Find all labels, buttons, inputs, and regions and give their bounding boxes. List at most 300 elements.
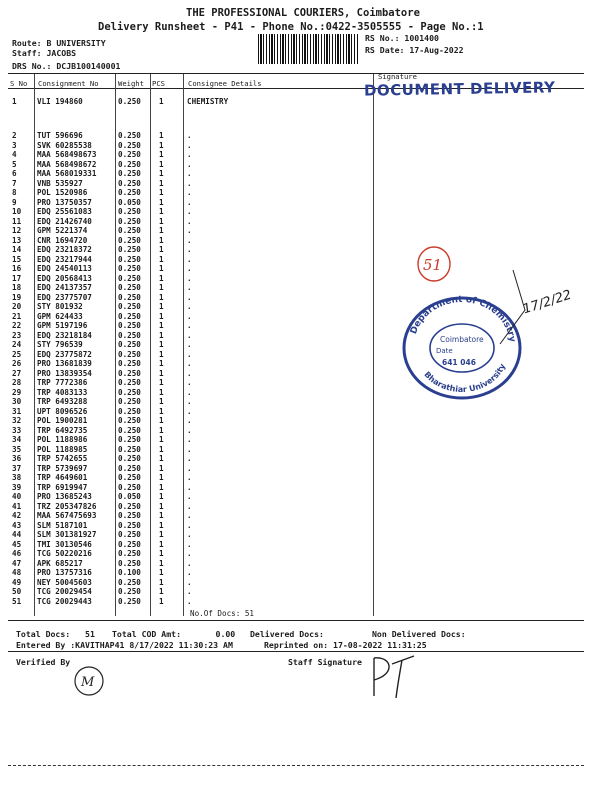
row-consignee: . bbox=[187, 197, 192, 207]
row-consignee: . bbox=[187, 321, 192, 330]
table-row bbox=[0, 464, 600, 473]
row-weight: 0.250 bbox=[118, 292, 141, 302]
row-consignee: . bbox=[187, 131, 192, 140]
no-of-docs: No.Of Docs: 51 bbox=[190, 609, 255, 618]
row-consignment: VLI 194860 bbox=[37, 97, 83, 106]
rs-number: RS No.: 1001400 bbox=[365, 33, 439, 43]
row-weight: 0.250 bbox=[118, 178, 141, 188]
row-pcs: 1 bbox=[159, 359, 164, 368]
row-sno: 41 bbox=[12, 501, 22, 511]
row-consignment: MAA 567475693 bbox=[37, 511, 97, 520]
table-row bbox=[0, 198, 600, 207]
row-weight: 0.250 bbox=[118, 283, 141, 292]
row-pcs: 1 bbox=[159, 340, 164, 349]
seal-city: Coimbatore bbox=[440, 335, 484, 344]
count-handwriting bbox=[410, 238, 460, 288]
row-weight: 0.250 bbox=[118, 463, 141, 473]
row-pcs: 1 bbox=[159, 435, 164, 444]
row-consignee: . bbox=[187, 207, 192, 216]
row-consignee: . bbox=[187, 216, 192, 226]
row-consignment: GPM 5221374 bbox=[37, 226, 88, 235]
row-sno: 9 bbox=[12, 197, 17, 207]
row-sno: 12 bbox=[12, 226, 22, 235]
row-weight: 0.250 bbox=[118, 340, 141, 349]
row-consignment: TRZ 205347826 bbox=[37, 501, 97, 511]
row-weight: 0.250 bbox=[118, 596, 141, 606]
row-consignee: . bbox=[187, 311, 192, 321]
row-consignee: . bbox=[187, 416, 192, 425]
row-sno: 26 bbox=[12, 359, 22, 368]
row-consignee: . bbox=[187, 359, 192, 368]
date-mark: 17/2/22 bbox=[521, 287, 574, 318]
row-consignment: TRP 5739697 bbox=[37, 463, 88, 473]
seal-date-label: Date bbox=[436, 347, 453, 355]
table-row bbox=[0, 492, 600, 501]
verified-mark: M bbox=[81, 675, 95, 690]
row-consignment: TRP 4649601 bbox=[37, 473, 88, 482]
table-row bbox=[0, 483, 600, 492]
route-label: Route: B UNIVERSITY bbox=[12, 38, 106, 48]
row-weight: 0.250 bbox=[118, 387, 141, 397]
row-weight: 0.250 bbox=[118, 169, 141, 178]
row-sno: 33 bbox=[12, 425, 22, 435]
table-row bbox=[0, 502, 600, 511]
row-consignment: UPT 8096526 bbox=[37, 406, 88, 416]
row-consignment: MAA 568019331 bbox=[37, 169, 97, 178]
row-consignment: POL 1188985 bbox=[37, 444, 88, 454]
row-pcs: 1 bbox=[159, 349, 164, 359]
row-weight: 0.250 bbox=[118, 302, 141, 311]
staff-label: Staff: JACOBS bbox=[12, 48, 77, 58]
row-consignee: . bbox=[187, 425, 192, 435]
row-consignee: . bbox=[187, 492, 192, 501]
row-pcs: 1 bbox=[159, 416, 164, 425]
count-mark: 51 bbox=[423, 256, 443, 274]
row-weight: 0.250 bbox=[118, 397, 141, 406]
row-consignment: EDQ 23218184 bbox=[37, 330, 92, 340]
row-consignee: . bbox=[187, 178, 192, 188]
row-sno: 23 bbox=[12, 330, 22, 340]
col-weight: Weight bbox=[118, 79, 144, 88]
row-sno: 42 bbox=[12, 511, 22, 520]
row-sno: 22 bbox=[12, 321, 22, 330]
row-consignee: . bbox=[187, 378, 192, 387]
row-pcs: 1 bbox=[159, 254, 164, 264]
row-consignment: PRO 13750357 bbox=[37, 197, 92, 207]
row-consignee: . bbox=[187, 140, 192, 150]
row-consignee: . bbox=[187, 387, 192, 397]
row-consignee: . bbox=[187, 292, 192, 302]
row-consignment: GPM 5197196 bbox=[37, 321, 88, 330]
row-pcs: 1 bbox=[159, 159, 164, 169]
row-sno: 36 bbox=[12, 454, 22, 463]
row-pcs: 1 bbox=[159, 463, 164, 473]
table-row bbox=[0, 568, 600, 577]
row-consignee: . bbox=[187, 473, 192, 482]
table-row bbox=[0, 141, 600, 150]
row-weight: 0.250 bbox=[118, 330, 141, 340]
seal-bottom-text: Bharathiar University bbox=[422, 362, 508, 395]
drs-number: DRS No.: DCJB100140001 bbox=[12, 61, 121, 71]
table-row bbox=[0, 587, 600, 596]
row-consignment: TUT 596696 bbox=[37, 131, 83, 140]
row-consignment: SLM 5187101 bbox=[37, 520, 88, 530]
row-sno: 21 bbox=[12, 311, 22, 321]
row-consignee: . bbox=[187, 397, 192, 406]
row-consignee: . bbox=[187, 340, 192, 349]
row-weight: 0.250 bbox=[118, 530, 141, 539]
row-sno: 32 bbox=[12, 416, 22, 425]
row-consignment: POL 1900281 bbox=[37, 416, 88, 425]
verified-initial bbox=[72, 664, 108, 698]
row-consignee: . bbox=[187, 264, 192, 273]
row-consignee: . bbox=[187, 330, 192, 340]
row-sno: 10 bbox=[12, 207, 22, 216]
runsheet-subtitle: Delivery Runsheet - P41 - Phone No.:0422-3505555 - Page No.:1 bbox=[98, 21, 484, 33]
row-consignment: TRP 6493288 bbox=[37, 397, 88, 406]
row-sno: 27 bbox=[12, 368, 22, 378]
row-sno: 30 bbox=[12, 397, 22, 406]
table-row bbox=[0, 540, 600, 549]
table-row bbox=[0, 549, 600, 558]
row-weight: 0.250 bbox=[118, 188, 141, 197]
row-consignee: . bbox=[187, 454, 192, 463]
row-consignee: . bbox=[187, 159, 192, 169]
row-pcs: 1 bbox=[159, 178, 164, 188]
row-consignment: NEY 50045603 bbox=[37, 577, 92, 587]
row-weight: 0.250 bbox=[118, 549, 141, 558]
row-weight: 0.250 bbox=[118, 226, 141, 235]
row-pcs: 1 bbox=[159, 425, 164, 435]
row-consignment: EDQ 25561083 bbox=[37, 207, 92, 216]
row-sno: 5 bbox=[12, 159, 17, 169]
col-signature: Signature bbox=[378, 72, 417, 81]
row-weight: 0.250 bbox=[118, 321, 141, 330]
table-row bbox=[0, 131, 600, 140]
table-row bbox=[0, 226, 600, 235]
row-sno: 19 bbox=[12, 292, 22, 302]
row-weight: 0.250 bbox=[118, 558, 141, 568]
row-weight: 0.250 bbox=[118, 245, 141, 254]
row-sno: 46 bbox=[12, 549, 22, 558]
table-row bbox=[0, 236, 600, 245]
row-consignee: . bbox=[187, 150, 192, 159]
table-row bbox=[0, 188, 600, 197]
row-consignee: . bbox=[187, 169, 192, 178]
row-sno: 16 bbox=[12, 264, 22, 273]
row-sno: 11 bbox=[12, 216, 22, 226]
table-row bbox=[0, 597, 600, 606]
row-sno: 7 bbox=[12, 178, 17, 188]
row-pcs: 1 bbox=[159, 330, 164, 340]
row-pcs: 1 bbox=[159, 539, 164, 549]
row-sno: 44 bbox=[12, 530, 22, 539]
row-consignee: . bbox=[187, 482, 192, 492]
row-sno: 31 bbox=[12, 406, 22, 416]
row-pcs: 1 bbox=[159, 97, 164, 106]
row-weight: 0.250 bbox=[118, 216, 141, 226]
table-row bbox=[0, 578, 600, 587]
row-sno: 4 bbox=[12, 150, 17, 159]
row-weight: 0.250 bbox=[118, 368, 141, 378]
row-consignment: EDQ 23775707 bbox=[37, 292, 92, 302]
table-row bbox=[0, 407, 600, 416]
row-pcs: 1 bbox=[159, 292, 164, 302]
row-consignment: PRO 13757316 bbox=[37, 568, 92, 577]
row-sno: 45 bbox=[12, 539, 22, 549]
row-pcs: 1 bbox=[159, 169, 164, 178]
row-consignee: . bbox=[187, 549, 192, 558]
row-consignee: . bbox=[187, 245, 192, 254]
table-row bbox=[0, 521, 600, 530]
row-sno: 51 bbox=[12, 596, 22, 606]
row-weight: 0.250 bbox=[118, 378, 141, 387]
row-weight: 0.250 bbox=[118, 264, 141, 273]
row-sno: 24 bbox=[12, 340, 22, 349]
row-consignment: PRO 13839354 bbox=[37, 368, 92, 378]
row-weight: 0.250 bbox=[118, 150, 141, 159]
row-pcs: 1 bbox=[159, 492, 164, 501]
row-weight: 0.250 bbox=[118, 520, 141, 530]
row-consignment: PRO 13681839 bbox=[37, 359, 92, 368]
row-pcs: 1 bbox=[159, 150, 164, 159]
row-weight: 0.250 bbox=[118, 311, 141, 321]
row-weight: 0.250 bbox=[118, 511, 141, 520]
row-sno: 35 bbox=[12, 444, 22, 454]
footer-top-rule bbox=[8, 620, 584, 621]
total-docs: Total Docs: 51 bbox=[16, 629, 95, 639]
row-weight: 0.100 bbox=[118, 568, 141, 577]
row-pcs: 1 bbox=[159, 235, 164, 245]
row-sno: 14 bbox=[12, 245, 22, 254]
row-weight: 0.250 bbox=[118, 159, 141, 169]
row-consignment: VNB 535927 bbox=[37, 178, 83, 188]
row-sno: 8 bbox=[12, 188, 17, 197]
row-sno: 20 bbox=[12, 302, 22, 311]
total-cod: Total COD Amt: 0.00 bbox=[112, 629, 236, 639]
row-weight: 0.250 bbox=[118, 349, 141, 359]
entered-by: Entered By :KAVITHAP41 8/17/2022 11:30:23 AM bbox=[16, 640, 233, 650]
row-weight: 0.250 bbox=[118, 131, 141, 140]
seal-pin: 641 046 bbox=[442, 358, 476, 367]
row-consignee: . bbox=[187, 511, 192, 520]
row-pcs: 1 bbox=[159, 273, 164, 283]
rs-date: RS Date: 17-Aug-2022 bbox=[365, 45, 464, 55]
row-pcs: 1 bbox=[159, 473, 164, 482]
barcode bbox=[258, 34, 358, 64]
row-weight: 0.250 bbox=[118, 425, 141, 435]
table-row bbox=[0, 207, 600, 216]
row-sno: 15 bbox=[12, 254, 22, 264]
row-pcs: 1 bbox=[159, 454, 164, 463]
staff-signature-label: Staff Signature bbox=[288, 657, 362, 667]
row-pcs: 1 bbox=[159, 245, 164, 254]
row-sno: 17 bbox=[12, 273, 22, 283]
row-consignee: CHEMISTRY bbox=[187, 97, 229, 106]
row-consignment: STY 796539 bbox=[37, 340, 83, 349]
row-pcs: 1 bbox=[159, 406, 164, 416]
table-row bbox=[0, 245, 600, 254]
row-consignee: . bbox=[187, 368, 192, 378]
row-pcs: 1 bbox=[159, 511, 164, 520]
row-consignment: EDQ 23218372 bbox=[37, 245, 92, 254]
row-sno: 43 bbox=[12, 520, 22, 530]
row-sno: 3 bbox=[12, 140, 17, 150]
document-delivery-stamp: DOCUMENT DELIVERY bbox=[363, 78, 556, 100]
row-consignment: TCG 20029443 bbox=[37, 596, 92, 606]
row-sno: 28 bbox=[12, 378, 22, 387]
row-consignee: . bbox=[187, 558, 192, 568]
row-consignee: . bbox=[187, 596, 192, 606]
row-consignee: . bbox=[187, 539, 192, 549]
row-pcs: 1 bbox=[159, 587, 164, 596]
row-consignee: . bbox=[187, 254, 192, 264]
row-consignee: . bbox=[187, 302, 192, 311]
row-consignee: . bbox=[187, 577, 192, 587]
col-pcs: PCS bbox=[152, 79, 165, 88]
row-consignment: MAA 568498672 bbox=[37, 159, 97, 169]
row-sno: 37 bbox=[12, 463, 22, 473]
row-weight: 0.250 bbox=[118, 416, 141, 425]
row-weight: 0.250 bbox=[118, 454, 141, 463]
table-row bbox=[0, 511, 600, 520]
row-consignment: GPM 624433 bbox=[37, 311, 83, 321]
row-consignee: . bbox=[187, 587, 192, 596]
table-row bbox=[0, 160, 600, 169]
table-top-rule bbox=[8, 73, 584, 74]
row-pcs: 1 bbox=[159, 131, 164, 140]
table-row bbox=[0, 445, 600, 454]
row-sno: 38 bbox=[12, 473, 22, 482]
row-consignment: MAA 568498673 bbox=[37, 150, 97, 159]
row-consignment: TMI 30130546 bbox=[37, 539, 92, 549]
row-pcs: 1 bbox=[159, 558, 164, 568]
row-consignment: EDQ 21426740 bbox=[37, 216, 92, 226]
row-consignee: . bbox=[187, 349, 192, 359]
table-row bbox=[0, 169, 600, 178]
row-pcs: 1 bbox=[159, 197, 164, 207]
row-pcs: 1 bbox=[159, 216, 164, 226]
company-title: THE PROFESSIONAL COURIERS, Coimbatore bbox=[186, 7, 420, 19]
row-weight: 0.250 bbox=[118, 406, 141, 416]
row-weight: 0.250 bbox=[118, 140, 141, 150]
table-row bbox=[0, 426, 600, 435]
row-pcs: 1 bbox=[159, 140, 164, 150]
row-sno: 29 bbox=[12, 387, 22, 397]
row-consignment: EDQ 23775872 bbox=[37, 349, 92, 359]
non-delivered-docs: Non Delivered Docs: bbox=[372, 629, 466, 639]
row-consignment: CNR 1694720 bbox=[37, 235, 88, 245]
row-consignment: TCG 20029454 bbox=[37, 587, 92, 596]
row-consignee: . bbox=[187, 406, 192, 416]
row-pcs: 1 bbox=[159, 520, 164, 530]
row-consignee: . bbox=[187, 283, 192, 292]
row-pcs: 1 bbox=[159, 321, 164, 330]
row-pcs: 1 bbox=[159, 188, 164, 197]
table-row bbox=[0, 179, 600, 188]
table-row bbox=[0, 217, 600, 226]
row-weight: 0.250 bbox=[118, 359, 141, 368]
staff-signature-scribble bbox=[362, 652, 422, 702]
row-consignee: . bbox=[187, 520, 192, 530]
row-weight: 0.250 bbox=[118, 435, 141, 444]
row-consignment: SVK 60285538 bbox=[37, 140, 92, 150]
row-consignment: APK 685217 bbox=[37, 558, 83, 568]
col-sno: S No bbox=[10, 79, 28, 88]
row-consignee: . bbox=[187, 444, 192, 454]
row-consignment: SLM 301381927 bbox=[37, 530, 97, 539]
row-consignee: . bbox=[187, 530, 192, 539]
verified-by: Verified By bbox=[16, 657, 71, 667]
footer-rule bbox=[8, 651, 584, 652]
row-pcs: 1 bbox=[159, 482, 164, 492]
table-row bbox=[0, 435, 600, 444]
row-pcs: 1 bbox=[159, 368, 164, 378]
row-pcs: 1 bbox=[159, 207, 164, 216]
row-sno: 49 bbox=[12, 577, 22, 587]
page-bottom-rule bbox=[8, 765, 584, 766]
col-consignee: Consignee Details bbox=[188, 79, 262, 88]
row-pcs: 1 bbox=[159, 264, 164, 273]
row-pcs: 1 bbox=[159, 387, 164, 397]
row-sno: 40 bbox=[12, 492, 22, 501]
row-consignee: . bbox=[187, 273, 192, 283]
row-weight: 0.250 bbox=[118, 444, 141, 454]
row-sno: 34 bbox=[12, 435, 22, 444]
row-consignment: TRP 4083133 bbox=[37, 387, 88, 397]
row-sno: 1 bbox=[12, 97, 17, 106]
row-sno: 13 bbox=[12, 235, 22, 245]
row-sno: 48 bbox=[12, 568, 22, 577]
row-consignee: . bbox=[187, 435, 192, 444]
row-sno: 2 bbox=[12, 131, 17, 140]
table-row bbox=[0, 150, 600, 159]
row-consignment: POL 1188986 bbox=[37, 435, 88, 444]
row-consignee: . bbox=[187, 501, 192, 511]
row-weight: 0.250 bbox=[118, 587, 141, 596]
row-weight: 0.050 bbox=[118, 492, 141, 501]
row-consignment: TRP 6492735 bbox=[37, 425, 88, 435]
row-sno: 39 bbox=[12, 482, 22, 492]
row-consignment: EDQ 24540113 bbox=[37, 264, 92, 273]
row-weight: 0.250 bbox=[118, 482, 141, 492]
row-pcs: 1 bbox=[159, 283, 164, 292]
row-weight: 0.250 bbox=[118, 539, 141, 549]
seal-top-text: Department of Chemistry bbox=[408, 294, 517, 343]
row-consignee: . bbox=[187, 188, 192, 197]
row-pcs: 1 bbox=[159, 549, 164, 558]
row-consignment: PRO 13685243 bbox=[37, 492, 92, 501]
row-pcs: 1 bbox=[159, 378, 164, 387]
row-weight: 0.250 bbox=[118, 273, 141, 283]
delivered-docs: Delivered Docs: bbox=[250, 629, 324, 639]
row-consignment: EDQ 20568413 bbox=[37, 273, 92, 283]
row-pcs: 1 bbox=[159, 226, 164, 235]
table-row bbox=[0, 416, 600, 425]
row-pcs: 1 bbox=[159, 311, 164, 321]
row-weight: 0.250 bbox=[118, 577, 141, 587]
row-weight: 0.250 bbox=[118, 97, 141, 106]
table-row bbox=[0, 473, 600, 482]
row-pcs: 1 bbox=[159, 596, 164, 606]
row-weight: 0.050 bbox=[118, 197, 141, 207]
row-consignment: EDQ 23217944 bbox=[37, 254, 92, 264]
row-consignee: . bbox=[187, 226, 192, 235]
row-consignment: TRP 6919947 bbox=[37, 482, 88, 492]
row-pcs: 1 bbox=[159, 444, 164, 454]
row-pcs: 1 bbox=[159, 530, 164, 539]
reprinted-on: Reprinted on: 17-08-2022 11:31:25 bbox=[264, 640, 427, 650]
